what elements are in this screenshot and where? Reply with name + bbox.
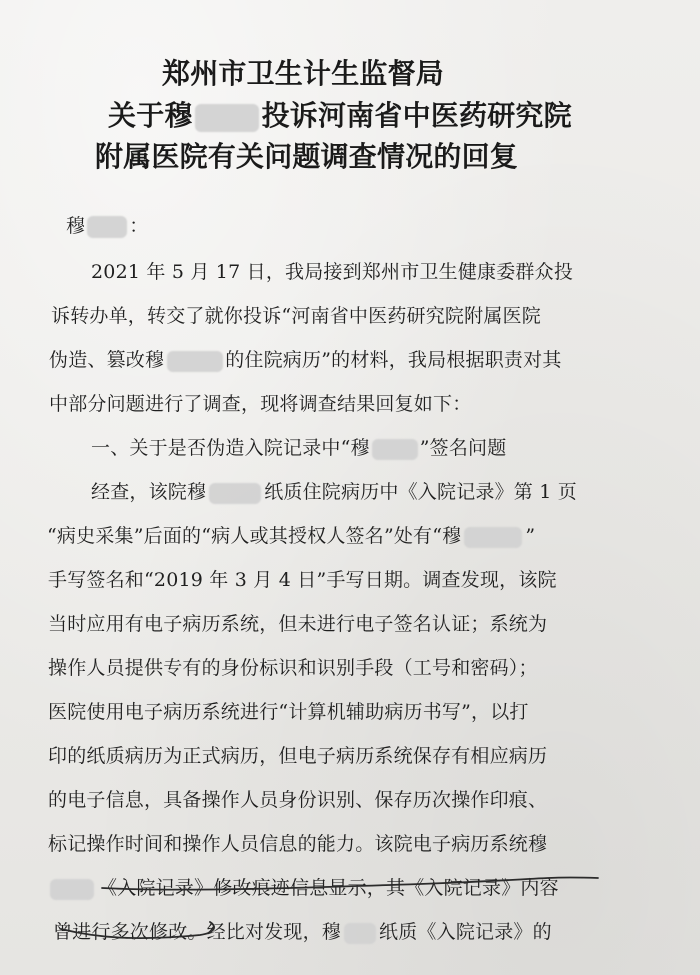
redaction-block <box>372 439 418 460</box>
paragraph-1-line-3-prefix: 伪造、篡改穆 <box>49 349 165 371</box>
paragraph-2-line-2 <box>47 521 535 548</box>
redaction-block <box>87 216 127 238</box>
paragraph-2-line-8: 的电子信息，具备操作人员身份识别、保存历次操作印痕、 <box>48 789 548 811</box>
section-1-heading-suffix: ”签名问题 <box>419 437 507 459</box>
paragraph-1-line-3 <box>49 345 562 372</box>
salutation <box>66 211 148 238</box>
paragraph-2-line-2-suffix: ” <box>525 525 536 547</box>
paragraph-2-line-1 <box>91 477 577 504</box>
paragraph-1-line-2: 诉转办单，转交了就你投诉“河南省中医药研究院附属医院 <box>51 305 541 327</box>
paragraph-2-line-6: 医院使用电子病历系统进行“计算机辅助病历书写”，以打 <box>48 701 529 723</box>
paragraph-1-line-1: 2021 年 5 月 17 日，我局接到郑州市卫生健康委群众投 <box>91 261 574 283</box>
title-line-1: 郑州市卫生计生监督局 <box>162 57 445 90</box>
redaction-block <box>50 879 94 900</box>
paragraph-2-line-3: 手写签名和“2019 年 3 月 4 日”手写日期。调查发现，该院 <box>48 569 557 591</box>
paragraph-2-line-2-prefix: “病史采集”后面的“病人或其授权人签名”处有“穆 <box>47 525 462 547</box>
section-1-heading <box>91 433 506 460</box>
redaction-block <box>209 483 261 504</box>
title-line-2 <box>108 94 572 134</box>
paragraph-2-line-7: 印的纸质病历为正式病历，但电子病历系统保存有相应病历 <box>48 745 548 767</box>
paragraph-2-line-5: 操作人员提供专有的身份标识和识别手段（工号和密码）； <box>48 657 538 679</box>
redaction-block <box>344 923 376 944</box>
paragraph-1-line-4: 中部分问题进行了调查，现将调查结果回复如下： <box>49 393 472 415</box>
paragraph-2-line-9: 标记操作时间和操作人员信息的能力。该院电子病历系统穆 <box>48 833 548 855</box>
paragraph-2-line-10-text: 《入院记录》修改痕迹信息显示，其《入院记录》内容 <box>98 877 559 899</box>
title-line-2-suffix: 投诉河南省中医药研究院 <box>261 99 572 132</box>
redaction-block <box>195 104 259 132</box>
paragraph-2-line-4: 当时应用有电子病历系统，但未进行电子签名认证；系统为 <box>48 613 548 635</box>
paragraph-1-line-3-suffix: 的住院病历”的材料，我局根据职责对其 <box>225 349 562 371</box>
title-line-2-prefix: 关于穆 <box>108 99 193 132</box>
paragraph-2-line-11-prefix: 曾进行多次修改。经比对发现，穆 <box>53 921 342 943</box>
paragraph-2-line-11 <box>53 917 552 944</box>
paragraph-2-line-11-suffix: 纸质《入院记录》的 <box>379 921 552 943</box>
paragraph-2-line-10 <box>50 873 559 900</box>
salutation-name: 穆 <box>66 215 86 237</box>
redaction-block <box>167 351 223 372</box>
title-line-3: 附属医院有关问题调查情况的回复 <box>95 140 519 173</box>
redaction-block <box>464 527 522 548</box>
salutation-colon: ： <box>129 215 149 237</box>
paragraph-2-line-1-prefix: 经查，该院穆 <box>91 481 207 503</box>
section-1-heading-prefix: 一、关于是否伪造入院记录中“穆 <box>91 437 370 459</box>
paragraph-2-line-1-suffix: 纸质住院病历中《入院记录》第 1 页 <box>264 481 577 503</box>
